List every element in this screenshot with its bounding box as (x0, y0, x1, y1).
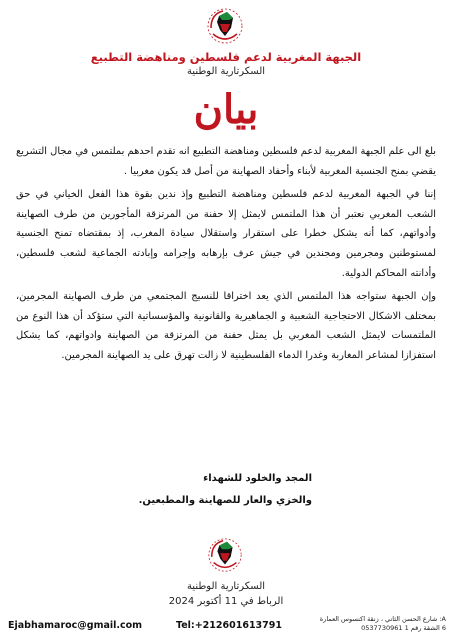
document-title: بيان (193, 86, 259, 133)
paragraph: إننا في الجبهة المغربية لدعم فلسطين ومناهضة التطبيع وإذ ندين بقوة هذا الفعل الخياني في حق الشعب المغربي نعتبر أن هذا الملتمس لايمثل إلا حفنة من المرتزقة المأجورين من طرف الصهاينة وأدواتهم، كما أنه يشكل خطرا على استقرار واستقلال سيادة المغرب، إذ بمقتضاه تمنح الجنسية لمستوطنين ومجرمين ومجندين في جيش عرف بإرهابه وإجرامه وإبادته الجماعية لشعب فلسطين، وأدانته المحاكم الدولية. (16, 189, 436, 279)
closing-line: المجد والخلود للشهداء (203, 473, 312, 484)
organization-name: الجبهة المغربية لدعم فلسطين ومناهضة التطبيع (90, 50, 362, 64)
front-logo-icon (206, 536, 244, 574)
paragraph: وإن الجبهة ستواجه هذا الملتمس الذي يعد اختراقا للنسيج المجتمعي من طرف الصهاينة المجرمين، بمختلف الاشكال الاحتجاجية الشعبية و الجماهيرية والقانونية والمؤسساتية التي ستؤكد أن هذا النوع من الملتمسات لايمثل الشعب المغربي بل يمثل حفنة من المرتزقة من الصهاينة وادواتهم، كما يشكل استفزازا لمشاعر المغاربة وغدرا الدماء الفلسطينية لا زالت تهرق على يد الصهاينة المجرمين. (16, 291, 436, 361)
closing-slogans (112, 468, 312, 512)
footer-email: Ejabhamaroc@gmail.com (8, 620, 143, 631)
address-line: A: شارع الحسن الثاني ، زنقة اكنسوس العمارة (319, 615, 446, 623)
signature-place-date: الرباط في 11 أكتوبر 2024 (168, 596, 284, 607)
closing-line: والخزي والعار للصهاينة والمطبعين. (138, 495, 312, 506)
secretariat-label: السكرتارية الوطنية (186, 66, 266, 77)
address-line: 6 الشقة رقم 1 0537730961 (361, 624, 446, 632)
footer-address (318, 615, 446, 633)
front-logo-icon (205, 6, 245, 46)
footer (0, 614, 452, 640)
footer-phone: Tel:+212601613791 (176, 620, 282, 631)
statement-body (16, 142, 436, 366)
signature-secretariat: السكرتارية الوطنية (186, 581, 266, 592)
paragraph: بلغ الى علم الجبهة المغربية لدعم فلسطين ومناهضة التطبيع انه تقدم احدهم بملتمس في مجال التشريع يقضي بمنح الجنسية المغربية لأبناء وأحفاد الصهاينة من أصل قد يكون مغربيا . (16, 146, 436, 177)
